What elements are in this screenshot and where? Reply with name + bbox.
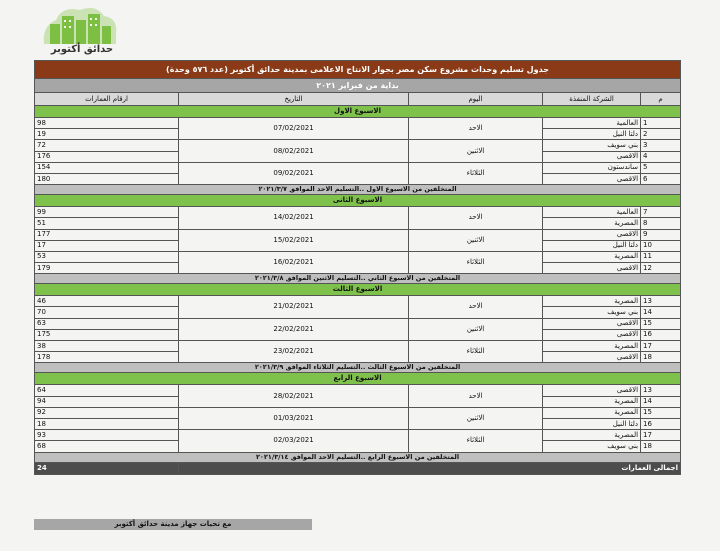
row-index: 16 (641, 329, 681, 340)
row-index: 5 (641, 162, 681, 173)
table-row (35, 385, 681, 396)
delivery-day: الثلاثاء (409, 430, 543, 452)
delivery-date: 14/02/2021 (179, 207, 409, 229)
building-number: 72 (35, 140, 179, 151)
total-value: 24 (35, 462, 179, 474)
row-index: 15 (641, 318, 681, 329)
row-index: 1 (641, 118, 681, 129)
week-title: الاسبوع الرابع (35, 373, 681, 385)
company-name: المصرية (543, 341, 641, 352)
table-row (35, 430, 681, 441)
laggards-row (35, 452, 681, 462)
building-number: 154 (35, 162, 179, 173)
company-name: المصرية (543, 430, 641, 441)
header-company: الشركة المنفذة (543, 93, 641, 106)
row-index: 15 (641, 407, 681, 418)
delivery-day: الثلاثاء (409, 162, 543, 184)
table-row (35, 318, 681, 329)
company-name: الاقصى (543, 385, 641, 396)
company-name: دلتا النيل (543, 240, 641, 251)
table-row (35, 229, 681, 240)
delivery-day: الاحد (409, 385, 543, 407)
building-number: 98 (35, 118, 179, 129)
delivery-day: الاثنين (409, 318, 543, 340)
footer-greeting: مع تحيات جهاز مدينة حدائق أكتوبر (34, 519, 312, 530)
building-number: 92 (35, 407, 179, 418)
company-name: الاقصى (543, 263, 641, 274)
building-number: 179 (35, 263, 179, 274)
building-number: 38 (35, 341, 179, 352)
laggards-row (35, 363, 681, 373)
delivery-date: 08/02/2021 (179, 140, 409, 162)
building-number: 63 (35, 318, 179, 329)
table-title: جدول تسليم وحدات مشروع سكن مصر بجوار الانتاج الاعلامى بمدينة حدائق أكتوبر (عدد ٥٧٦ وحدة) (35, 61, 681, 79)
company-name: بني سويف (543, 140, 641, 151)
delivery-date: 23/02/2021 (179, 341, 409, 363)
building-number: 51 (35, 218, 179, 229)
company-name: المصرية (543, 407, 641, 418)
laggards-note: المتخلفين من الاسبوع الاول ..التسليم الاحد الموافق ٢٠٢١/٣/٧ (35, 185, 681, 195)
laggards-note: المتخلفين من الاسبوع الرابع ..التسليم الاحد الموافق ٢٠٢١/٣/١٤ (35, 452, 681, 462)
table-row (35, 118, 681, 129)
header-building-numbers: ارقام العمارات (35, 93, 179, 106)
header-row (35, 93, 681, 106)
total-row (35, 462, 681, 474)
company-name: المصرية (543, 296, 641, 307)
building-number: 176 (35, 151, 179, 162)
laggards-row (35, 185, 681, 195)
week-title-row (35, 106, 681, 118)
week-title: الاسبوع الثالث (35, 284, 681, 296)
company-name: دلتا النيل (543, 129, 641, 140)
company-name: بني سويف (543, 307, 641, 318)
delivery-day: الثلاثاء (409, 341, 543, 363)
table-row (35, 251, 681, 262)
company-name: بني سويف (543, 441, 641, 452)
company-name: دلتا النيل (543, 418, 641, 429)
row-index: 12 (641, 263, 681, 274)
table-title-row (35, 61, 681, 79)
building-number: 93 (35, 430, 179, 441)
company-name: العالمية (543, 207, 641, 218)
week-title-row (35, 195, 681, 207)
table-row (35, 341, 681, 352)
delivery-date: 16/02/2021 (179, 251, 409, 273)
row-index: 4 (641, 151, 681, 162)
company-name: المصرية (543, 251, 641, 262)
building-number: 18 (35, 418, 179, 429)
row-index: 17 (641, 430, 681, 441)
building-number: 68 (35, 441, 179, 452)
delivery-date: 28/02/2021 (179, 385, 409, 407)
building-number: 17 (35, 240, 179, 251)
table-row (35, 162, 681, 173)
delivery-day: الاحد (409, 296, 543, 318)
delivery-date: 02/03/2021 (179, 430, 409, 452)
row-index: 13 (641, 385, 681, 396)
header-day: اليوم (409, 93, 543, 106)
delivery-date: 22/02/2021 (179, 318, 409, 340)
week-title: الاسبوع الثانى (35, 195, 681, 207)
row-index: 3 (641, 140, 681, 151)
delivery-day: الاثنين (409, 407, 543, 429)
table-row (35, 207, 681, 218)
logo-text: حدائق أكتوبر (50, 44, 114, 55)
building-number: 178 (35, 352, 179, 363)
table-row (35, 296, 681, 307)
row-index: 2 (641, 129, 681, 140)
company-name: العالمية (543, 118, 641, 129)
row-index: 11 (641, 251, 681, 262)
week-title-row (35, 373, 681, 385)
row-index: 18 (641, 352, 681, 363)
start-date-row (35, 79, 681, 93)
row-index: 6 (641, 173, 681, 184)
building-number: 19 (35, 129, 179, 140)
week-title: الاسبوع الاول (35, 106, 681, 118)
building-number: 94 (35, 396, 179, 407)
table-row (35, 140, 681, 151)
building-number: 180 (35, 173, 179, 184)
delivery-schedule-table (34, 60, 681, 475)
header-index: م (641, 93, 681, 106)
delivery-date: 09/02/2021 (179, 162, 409, 184)
table-row (35, 407, 681, 418)
row-index: 13 (641, 296, 681, 307)
delivery-day: الاثنين (409, 140, 543, 162)
building-number: 177 (35, 229, 179, 240)
laggards-row (35, 274, 681, 284)
row-index: 14 (641, 307, 681, 318)
company-name: المصرية (543, 396, 641, 407)
company-name: ساندستون (543, 162, 641, 173)
building-number: 53 (35, 251, 179, 262)
row-index: 17 (641, 341, 681, 352)
delivery-day: الاثنين (409, 229, 543, 251)
building-number: 46 (35, 296, 179, 307)
row-index: 16 (641, 418, 681, 429)
laggards-note: المتخلفين من الاسبوع الثاني ..التسليم الاثنين الموافق ٢٠٢١/٣/٨ (35, 274, 681, 284)
company-name: الاقصى (543, 229, 641, 240)
company-name: الاقصى (543, 318, 641, 329)
row-index: 8 (641, 218, 681, 229)
delivery-date: 21/02/2021 (179, 296, 409, 318)
building-number: 175 (35, 329, 179, 340)
company-name: الاقصى (543, 151, 641, 162)
row-index: 9 (641, 229, 681, 240)
laggards-note: المتخلفين من الاسبوع الثالث ..التسليم الثلاثاء الموافق ٢٠٢١/٣/٩ (35, 363, 681, 373)
row-index: 7 (641, 207, 681, 218)
building-number: 64 (35, 385, 179, 396)
delivery-date: 15/02/2021 (179, 229, 409, 251)
row-index: 14 (641, 396, 681, 407)
delivery-day: الثلاثاء (409, 251, 543, 273)
delivery-day: الاحد (409, 207, 543, 229)
company-name: الاقصى (543, 173, 641, 184)
delivery-day: الاحد (409, 118, 543, 140)
company-name: الاقصى (543, 329, 641, 340)
building-number: 70 (35, 307, 179, 318)
row-index: 10 (641, 240, 681, 251)
total-label: اجمالى العمارات (179, 462, 681, 474)
week-title-row (35, 284, 681, 296)
start-date-banner: بداية من فبراير ٢٠٢١ (35, 79, 681, 93)
company-name: الاقصى (543, 352, 641, 363)
row-index: 18 (641, 441, 681, 452)
building-number: 99 (35, 207, 179, 218)
header-date: التاريخ (179, 93, 409, 106)
delivery-date: 07/02/2021 (179, 118, 409, 140)
delivery-date: 01/03/2021 (179, 407, 409, 429)
company-name: المصرية (543, 218, 641, 229)
